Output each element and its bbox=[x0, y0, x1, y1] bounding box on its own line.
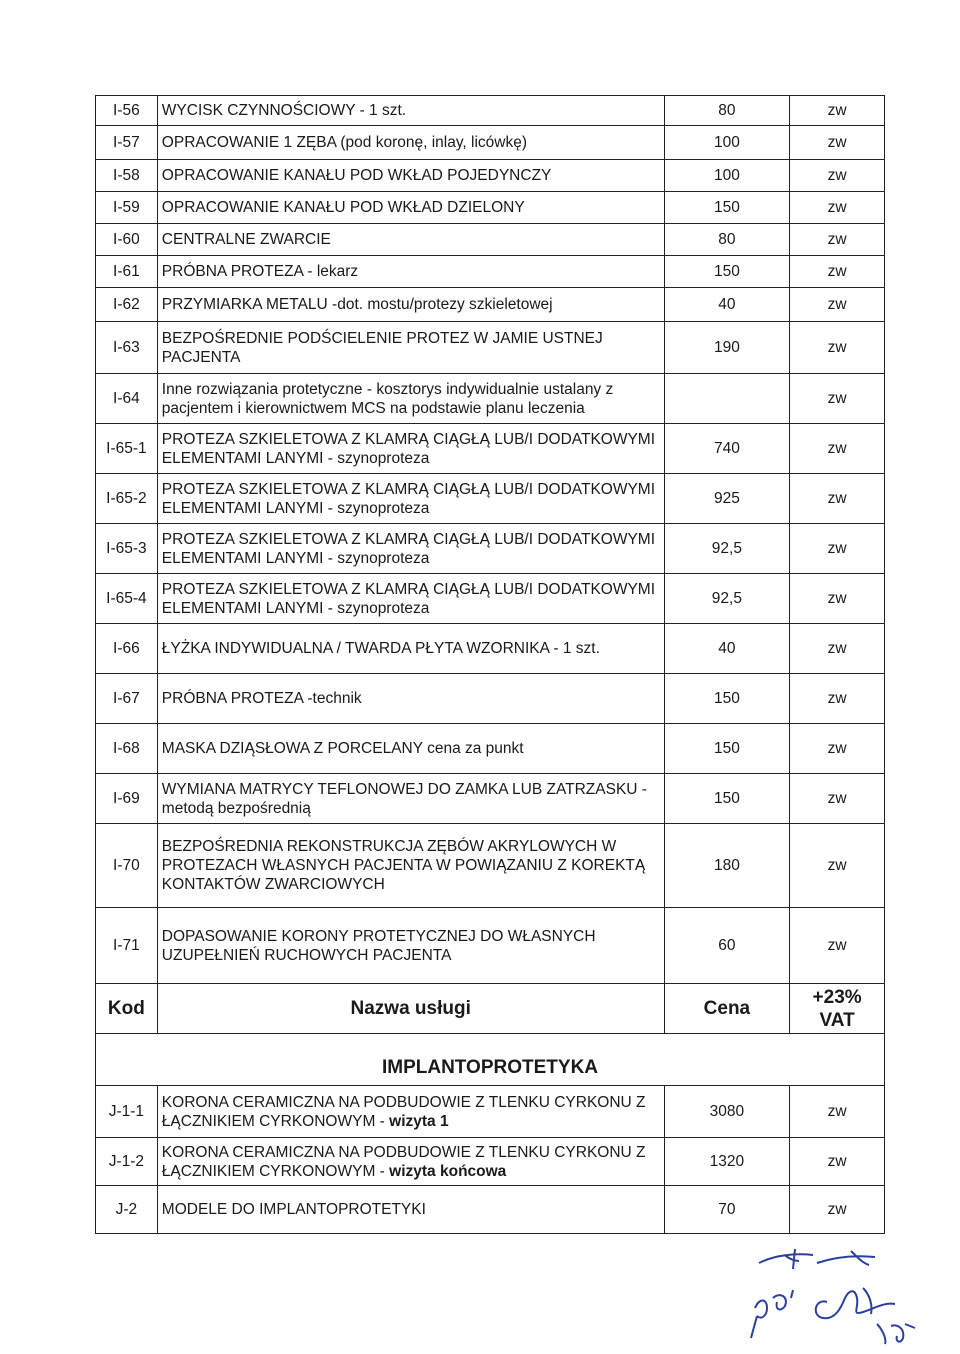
row-name: OPRACOWANIE KANAŁU POD WKŁAD POJEDYNCZY bbox=[157, 160, 664, 192]
row-price: 150 bbox=[664, 256, 790, 288]
row-price: 180 bbox=[664, 824, 790, 908]
table-row bbox=[96, 424, 885, 474]
row-name: PROTEZA SZKIELETOWA Z KLAMRĄ CIĄGŁĄ LUB/I DODATKOWYMI ELEMENTAMI LANYMI - szynoproteza bbox=[157, 424, 664, 474]
table-row bbox=[96, 256, 885, 288]
row-price: 60 bbox=[664, 908, 790, 984]
row-code: I-61 bbox=[96, 256, 158, 288]
section-title: IMPLANTOPROTETYKA bbox=[96, 1034, 885, 1086]
row-vat: zw bbox=[790, 126, 885, 160]
table-row bbox=[96, 524, 885, 574]
row-price bbox=[664, 374, 790, 424]
table-row bbox=[96, 574, 885, 624]
table-row bbox=[96, 474, 885, 524]
row-name: BEZPOŚREDNIA REKONSTRUKCJA ZĘBÓW AKRYLOWYCH W PROTEZACH WŁASNYCH PACJENTA W POWIĄZANIU Z KOREKTĄ KONTAKTÓW ZWARCIOWYCH bbox=[157, 824, 664, 908]
row-code: I-69 bbox=[96, 774, 158, 824]
row-price: 92,5 bbox=[664, 574, 790, 624]
row-name: CENTRALNE ZWARCIE bbox=[157, 224, 664, 256]
row-price: 40 bbox=[664, 288, 790, 322]
row-code: I-67 bbox=[96, 674, 158, 724]
row-vat: zw bbox=[790, 1186, 885, 1234]
row-code: J-2 bbox=[96, 1186, 158, 1234]
row-name: DOPASOWANIE KORONY PROTETYCZNEJ DO WŁASNYCH UZUPEŁNIEŃ RUCHOWYCH PACJENTA bbox=[157, 908, 664, 984]
signature-handwritten-strokes bbox=[745, 1268, 920, 1348]
table-header-row bbox=[96, 984, 885, 1034]
row-code: I-68 bbox=[96, 724, 158, 774]
row-vat: zw bbox=[790, 724, 885, 774]
row-name: WYCISK CZYNNOŚCIOWY - 1 szt. bbox=[157, 96, 664, 126]
row-name: WYMIANA MATRYCY TEFLONOWEJ DO ZAMKA LUB ZATRZASKU - metodą bezpośrednią bbox=[157, 774, 664, 824]
row-vat: zw bbox=[790, 908, 885, 984]
row-name-bold: wizyta 1 bbox=[389, 1112, 449, 1130]
row-price: 40 bbox=[664, 624, 790, 674]
row-vat: zw bbox=[790, 96, 885, 126]
row-name: Inne rozwiązania protetyczne - kosztorys indywidualnie ustalany z pacjentem i kierownictwem MCS na podstawie planu leczenia bbox=[157, 374, 664, 424]
row-code: I-59 bbox=[96, 192, 158, 224]
price-table bbox=[95, 95, 885, 1234]
row-vat: zw bbox=[790, 524, 885, 574]
row-code: I-57 bbox=[96, 126, 158, 160]
table-row bbox=[96, 824, 885, 908]
row-name-main: KORONA CERAMICZNA NA PODBUDOWIE Z TLENKU CYRKONU Z ŁĄCZNIKIEM CYRKONOWYM - bbox=[161, 1143, 646, 1180]
row-vat: zw bbox=[790, 224, 885, 256]
header-code: Kod bbox=[96, 984, 158, 1034]
row-price: 150 bbox=[664, 674, 790, 724]
header-price: Cena bbox=[664, 984, 790, 1034]
row-name-main: MODELE DO IMPLANTOPROTETYKI bbox=[161, 1201, 426, 1218]
table-row bbox=[96, 192, 885, 224]
row-price: 3080 bbox=[664, 1086, 790, 1138]
table-row bbox=[96, 288, 885, 322]
row-price: 740 bbox=[664, 424, 790, 474]
row-code: I-56 bbox=[96, 96, 158, 126]
row-price: 70 bbox=[664, 1186, 790, 1234]
row-vat: zw bbox=[790, 424, 885, 474]
row-price: 150 bbox=[664, 774, 790, 824]
row-price: 150 bbox=[664, 192, 790, 224]
row-price: 190 bbox=[664, 322, 790, 374]
table-row bbox=[96, 1138, 885, 1186]
section-row bbox=[96, 1034, 885, 1086]
row-name: PROTEZA SZKIELETOWA Z KLAMRĄ CIĄGŁĄ LUB/I DODATKOWYMI ELEMENTAMI LANYMI - szynoproteza bbox=[157, 524, 664, 574]
row-vat: zw bbox=[790, 256, 885, 288]
table-row bbox=[96, 674, 885, 724]
row-price: 80 bbox=[664, 96, 790, 126]
row-price: 100 bbox=[664, 126, 790, 160]
table-row bbox=[96, 624, 885, 674]
row-name: PRZYMIARKA METALU -dot. mostu/protezy szkieletowej bbox=[157, 288, 664, 322]
signature-handwritten bbox=[745, 1268, 920, 1348]
table-row bbox=[96, 126, 885, 160]
row-code: J-1-1 bbox=[96, 1086, 158, 1138]
table-row bbox=[96, 322, 885, 374]
row-name bbox=[157, 1186, 664, 1234]
table-row bbox=[96, 908, 885, 984]
row-vat: zw bbox=[790, 774, 885, 824]
row-vat: zw bbox=[790, 374, 885, 424]
row-vat: zw bbox=[790, 474, 885, 524]
row-name: BEZPOŚREDNIE PODŚCIELENIE PROTEZ W JAMIE USTNEJ PACJENTA bbox=[157, 322, 664, 374]
row-name: MASKA DZIĄSŁOWA Z PORCELANY cena za punkt bbox=[157, 724, 664, 774]
header-vat: +23% VAT bbox=[790, 984, 885, 1034]
row-code: I-58 bbox=[96, 160, 158, 192]
row-price: 925 bbox=[664, 474, 790, 524]
row-name-bold: wizyta końcowa bbox=[389, 1162, 507, 1180]
row-code: I-66 bbox=[96, 624, 158, 674]
row-price: 100 bbox=[664, 160, 790, 192]
row-code: J-1-2 bbox=[96, 1138, 158, 1186]
row-vat: zw bbox=[790, 1086, 885, 1138]
row-name-main: KORONA CERAMICZNA NA PODBUDOWIE Z TLENKU CYRKONU Z ŁĄCZNIKIEM CYRKONOWYM - bbox=[161, 1093, 646, 1130]
row-code: I-65-1 bbox=[96, 424, 158, 474]
row-code: I-65-3 bbox=[96, 524, 158, 574]
row-vat: zw bbox=[790, 824, 885, 908]
row-name: PROTEZA SZKIELETOWA Z KLAMRĄ CIĄGŁĄ LUB/I DODATKOWYMI ELEMENTAMI LANYMI - szynoproteza bbox=[157, 474, 664, 524]
header-name: Nazwa usługi bbox=[157, 984, 664, 1034]
table-row bbox=[96, 774, 885, 824]
table-row bbox=[96, 1186, 885, 1234]
row-name: OPRACOWANIE KANAŁU POD WKŁAD DZIELONY bbox=[157, 192, 664, 224]
row-name bbox=[157, 1138, 664, 1186]
row-code: I-62 bbox=[96, 288, 158, 322]
row-price: 92,5 bbox=[664, 524, 790, 574]
row-vat: zw bbox=[790, 160, 885, 192]
row-vat: zw bbox=[790, 192, 885, 224]
row-code: I-64 bbox=[96, 374, 158, 424]
row-code: I-60 bbox=[96, 224, 158, 256]
row-code: I-65-4 bbox=[96, 574, 158, 624]
row-vat: zw bbox=[790, 674, 885, 724]
table-row bbox=[96, 1086, 885, 1138]
table-row bbox=[96, 160, 885, 192]
row-code: I-65-2 bbox=[96, 474, 158, 524]
row-vat: zw bbox=[790, 574, 885, 624]
row-code: I-71 bbox=[96, 908, 158, 984]
row-name: OPRACOWANIE 1 ZĘBA (pod koronę, inlay, licówkę) bbox=[157, 126, 664, 160]
row-vat: zw bbox=[790, 288, 885, 322]
row-name: PRÓBNA PROTEZA -technik bbox=[157, 674, 664, 724]
row-name: PRÓBNA PROTEZA - lekarz bbox=[157, 256, 664, 288]
row-vat: zw bbox=[790, 624, 885, 674]
table-row bbox=[96, 724, 885, 774]
row-price: 80 bbox=[664, 224, 790, 256]
row-code: I-63 bbox=[96, 322, 158, 374]
row-price: 1320 bbox=[664, 1138, 790, 1186]
row-code: I-70 bbox=[96, 824, 158, 908]
row-price: 150 bbox=[664, 724, 790, 774]
row-name: ŁYŻKA INDYWIDUALNA / TWARDA PŁYTA WZORNIKA - 1 szt. bbox=[157, 624, 664, 674]
table-row bbox=[96, 96, 885, 126]
row-name: PROTEZA SZKIELETOWA Z KLAMRĄ CIĄGŁĄ LUB/I DODATKOWYMI ELEMENTAMI LANYMI - szynoproteza bbox=[157, 574, 664, 624]
row-vat: zw bbox=[790, 322, 885, 374]
table-row bbox=[96, 224, 885, 256]
row-vat: zw bbox=[790, 1138, 885, 1186]
table-row bbox=[96, 374, 885, 424]
row-name bbox=[157, 1086, 664, 1138]
